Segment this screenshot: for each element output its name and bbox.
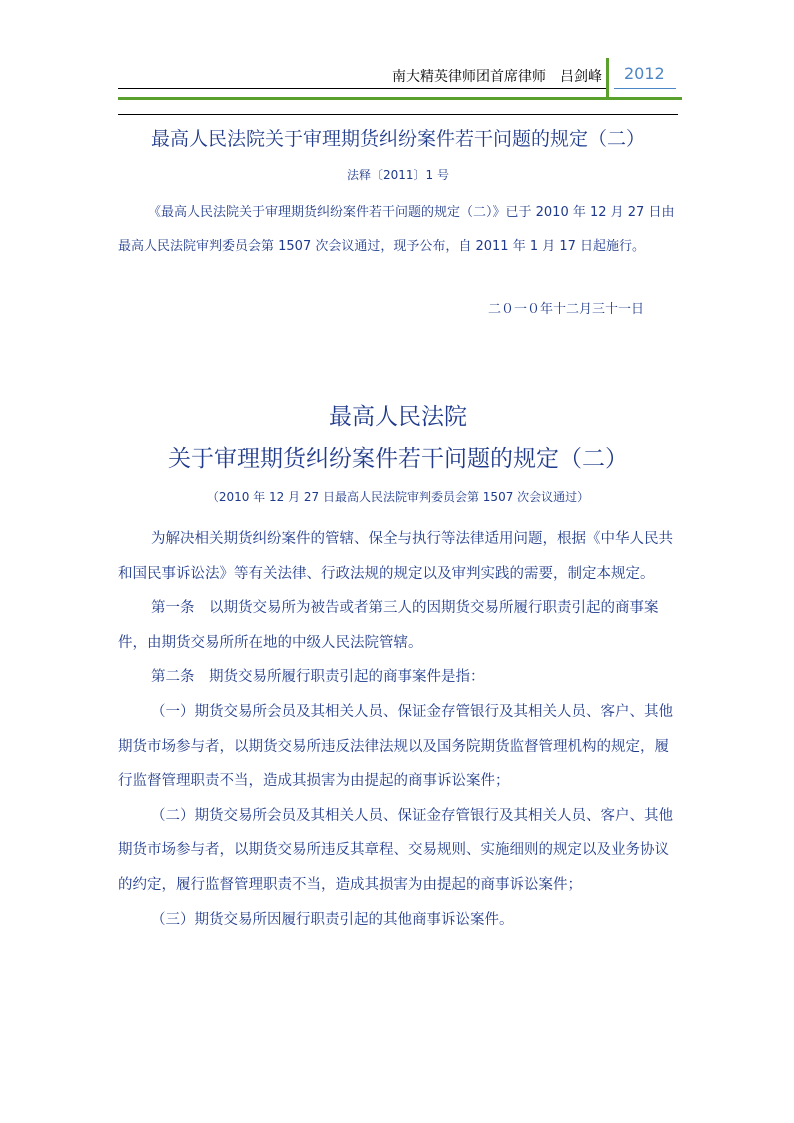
article-2-item-2: （二）期货交易所会员及其相关人员、保证金存管银行及其相关人员、客户、其他期货市场参与者，以期货交易所违反其章程、交易规则、实施细则的规定以及业务协议的约定，履行监督管理职责不当，造成其损害为由提起的商事诉讼案件； (118, 807, 673, 893)
regulation-body (118, 522, 678, 937)
article-1-paragraph: 第一条 以期货交易所为被告或者第三人的因期货交易所履行职责引起的商事案件，由期货交易所所在地的中级人民法院管辖。 (118, 600, 659, 651)
article-2-item-3: （三）期货交易所因履行职责引起的其他商事诉讼案件。 (151, 911, 514, 928)
article-2-item-1: （一）期货交易所会员及其相关人员、保证金存管银行及其相关人员、客户、其他期货市场参与者，以期货交易所违反法律法规以及国务院期货监督管理机构的规定，履行监督管理职责不当，造成其损害为由提起的商事诉讼案件； (118, 703, 673, 790)
header-rule-right (614, 88, 676, 89)
main-title-line1: 最高人民法院 (329, 404, 467, 430)
main-title-line2: 关于审理期货纠纷案件若干问题的规定（二） (168, 446, 628, 472)
header-author: 南大精英律师团首席律师 吕剑峰 (392, 69, 602, 85)
notice-announcement: 《最高人民法院关于审理期货纠纷案件若干问题的规定（二）》已于 2010 年 12 月 27 日由最高人民法院审判委员会第 1507 次会议通过，现予公布，自 2011 年 1 月 17 日起施行。 (118, 205, 675, 254)
notice-date: 二０一０年十二月三十一日 (487, 302, 644, 317)
header-year: 2012 (624, 64, 665, 83)
header-divider-bar (606, 58, 609, 98)
preamble-paragraph: 为解决相关期货纠纷案件的管辖、保全与执行等法律适用问题，根据《中华人民共和国民事诉讼法》等有关法律、行政法规的规定以及审判实践的需要，制定本规定。 (118, 531, 673, 582)
header-thin-rule (118, 114, 678, 115)
notice-doc-number: 法释〔2011〕1 号 (347, 168, 449, 182)
header-green-rule (118, 97, 682, 100)
notice-title: 最高人民法院关于审理期货纠纷案件若干问题的规定（二） (150, 128, 645, 150)
article-2-paragraph: 第二条 期货交易所履行职责引起的商事案件是指： (151, 669, 485, 686)
main-subtitle: （2010 年 12 月 27 日最高人民法院审判委员会第 1507 次会议通过） (206, 490, 590, 504)
header-rule-left (118, 88, 606, 89)
page-header (118, 58, 678, 114)
